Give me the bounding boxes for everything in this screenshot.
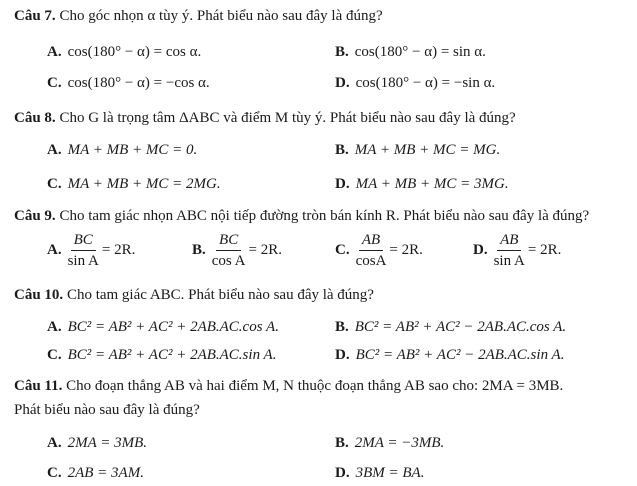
numerator: AB [497, 232, 521, 251]
option-label: B. [335, 142, 349, 158]
option-text: BC² = AB² + AC² − 2AB.AC.sin A. [355, 347, 565, 363]
question-10-option-b[interactable] [335, 318, 566, 336]
option-label: D. [335, 176, 350, 192]
question-7-option-a[interactable] [47, 43, 201, 61]
question-text: Cho góc nhọn α tùy ý. Phát biểu nào sau đây là đúng? [55, 8, 383, 24]
option-label: D. [473, 241, 488, 258]
option-text: 2MA = 3MB. [67, 435, 148, 451]
option-text: 2MA = −3MB. [354, 435, 445, 451]
question-number: Câu 11. [14, 378, 63, 394]
option-label: A. [47, 44, 62, 60]
option-rhs: = 2R. [248, 241, 282, 258]
question-9-option-a[interactable] [47, 232, 135, 269]
option-text: cos(180° − α) = −cos α. [67, 75, 210, 91]
numerator: AB [359, 232, 383, 251]
question-number: Câu 8. [14, 110, 56, 126]
option-text: MA + MB + MC = 3MG. [355, 176, 509, 192]
question-11-stem [14, 377, 563, 395]
question-11-stem-line2 [14, 401, 200, 419]
option-label: A. [47, 142, 62, 158]
option-label: B. [335, 319, 349, 335]
option-label: A. [47, 319, 62, 335]
option-label: C. [335, 241, 350, 258]
fraction [356, 232, 387, 269]
question-text-line2: Phát biểu nào sau đây là đúng? [14, 402, 200, 418]
option-label: C. [47, 465, 62, 481]
question-10-stem [14, 286, 374, 304]
option-label: D. [335, 347, 350, 363]
option-text: BC² = AB² + AC² + 2AB.AC.cos A. [67, 319, 279, 335]
question-9-stem [14, 207, 589, 225]
option-label: B. [335, 44, 349, 60]
question-10-option-a[interactable] [47, 318, 279, 336]
question-9-option-d[interactable] [473, 232, 561, 269]
question-text: Cho G là trọng tâm ΔABC và điểm M tùy ý. Phát biểu nào sau đây là đúng? [55, 110, 516, 126]
option-label: A. [47, 241, 62, 258]
question-8-option-b[interactable] [335, 141, 500, 159]
question-7-option-c[interactable] [47, 74, 210, 92]
option-label: C. [47, 75, 62, 91]
option-text: cos(180° − α) = −sin α. [355, 75, 496, 91]
question-text: Cho đoạn thẳng AB và hai điểm M, N thuộc đoạn thẳng AB sao cho: 2MA = 3MB. [62, 378, 564, 394]
option-text: BC² = AB² + AC² + 2AB.AC.sin A. [67, 347, 277, 363]
question-11-option-a[interactable] [47, 434, 147, 452]
fraction [212, 232, 246, 269]
denominator: sin A [493, 253, 525, 269]
question-11-option-c[interactable] [47, 464, 144, 482]
numerator: BC [71, 232, 96, 251]
question-10-option-c[interactable] [47, 346, 276, 364]
option-label: D. [335, 75, 350, 91]
question-9-option-b[interactable] [192, 232, 282, 269]
denominator: cosA [355, 253, 387, 269]
question-7-option-d[interactable] [335, 74, 495, 92]
option-text: cos(180° − α) = cos α. [67, 44, 202, 60]
option-text: MA + MB + MC = 0. [67, 142, 198, 158]
option-label: A. [47, 435, 62, 451]
numerator: BC [216, 232, 241, 251]
option-label: C. [47, 176, 62, 192]
option-rhs: = 2R. [527, 241, 562, 258]
option-text: MA + MB + MC = 2MG. [67, 176, 221, 192]
question-9-option-c[interactable] [335, 232, 423, 269]
option-text: MA + MB + MC = MG. [354, 142, 501, 158]
denominator: sin A [67, 253, 99, 269]
question-number: Câu 9. [14, 208, 56, 224]
fraction [494, 232, 525, 269]
question-7-option-b[interactable] [335, 43, 486, 61]
question-text: Cho tam giác nhọn ABC nội tiếp đường tròn bán kính R. Phát biểu nào sau đây là đúng? [55, 208, 590, 224]
question-11-option-b[interactable] [335, 434, 444, 452]
option-rhs: = 2R. [101, 241, 136, 258]
question-8-option-c[interactable] [47, 175, 221, 193]
option-rhs: = 2R. [389, 241, 423, 258]
question-8-option-a[interactable] [47, 141, 197, 159]
fraction [68, 232, 99, 269]
option-label: C. [47, 347, 62, 363]
option-label: B. [192, 241, 206, 258]
option-text: cos(180° − α) = sin α. [354, 44, 486, 60]
option-label: B. [335, 435, 349, 451]
question-7-stem [14, 7, 383, 25]
question-11-option-d[interactable] [335, 464, 424, 482]
question-number: Câu 7. [14, 8, 56, 24]
question-text: Cho tam giác ABC. Phát biểu nào sau đây là đúng? [63, 287, 374, 303]
option-label: D. [335, 465, 350, 481]
question-8-stem [14, 109, 516, 127]
option-text: 3BM = BA. [355, 465, 425, 481]
denominator: cos A [211, 253, 246, 269]
question-8-option-d[interactable] [335, 175, 509, 193]
option-text: BC² = AB² + AC² − 2AB.AC.cos A. [354, 319, 567, 335]
question-number: Câu 10. [14, 287, 64, 303]
option-text: 2AB = 3AM. [67, 465, 144, 481]
question-10-option-d[interactable] [335, 346, 564, 364]
